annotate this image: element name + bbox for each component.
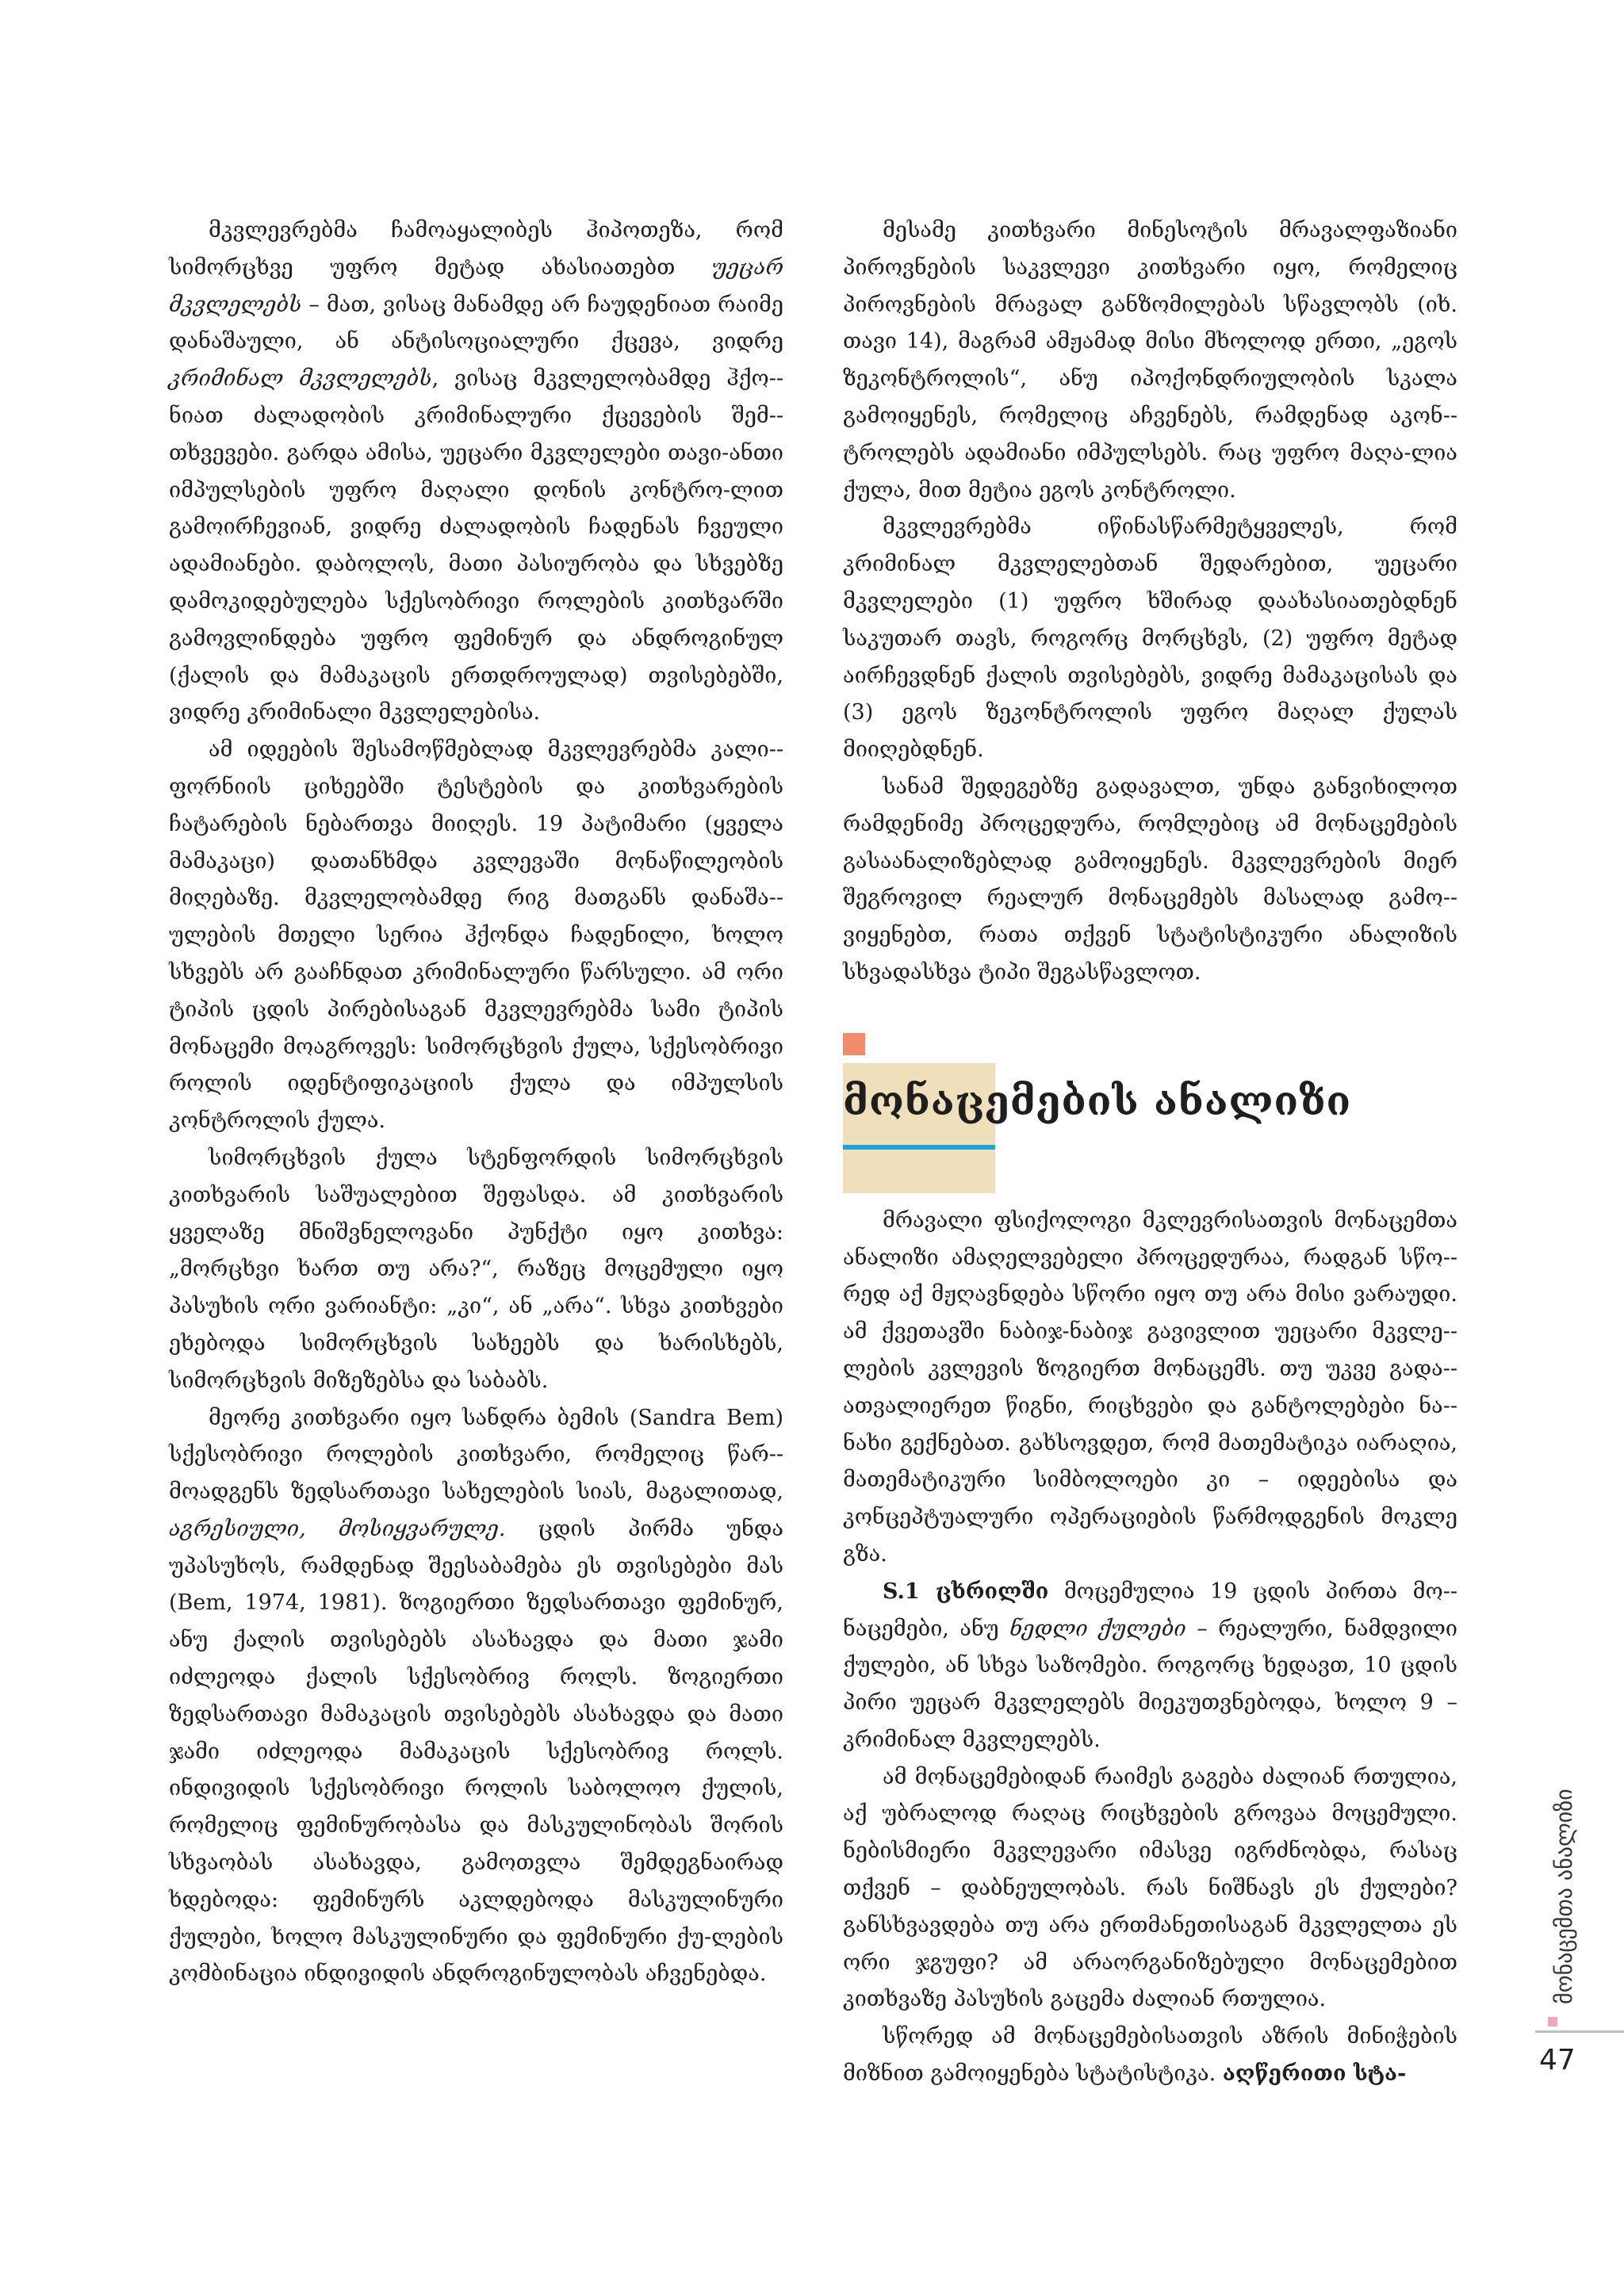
page-number: 47 (1539, 2044, 1576, 2076)
paragraph: ამ იდეების შესამოწმებლად მკვლევრებმა კალი-ფორნიის ციხეებში ტესტების და კითხვარების ჩატარების ნებართვა მიიღეს. 19 პატიმარი (ყველა მამაკაცი) დათანხმდა კვლევაში მონაწილეობის მიღებაზე. მკვლელობამდე რიგ მათგანს დანაშა-ულების მთელი სერია ჰქონდა ჩადენილი, ხოლო სხვებს არ გააჩნდათ კრიმინალური წარსული. ამ ორი ტიპის ცდის პირებისაგან მკვლევრებმა სამი ტიპის მონაცემი მოაგროვეს: სიმორცხვის ქულა, სქესობრივი როლის იდენტიფიკაციის ქულა და იმპულსის კონტროლის ქულა. (169, 737, 783, 1134)
section-heading: მონაცემების ანალიზი (843, 1077, 1352, 1124)
italic-term: კრიმინალ მკვლელებს (169, 366, 432, 392)
paragraph: მკვლევრებმა იწინასწარმეტყველეს, რომ კრიმინალ მკვლელებთან შედარებით, უეცარი მკვლელები (1) უფრო ხშირად დაახასიათებდნენ საკუთარ თავს, როგორც მორცხვს, (2) უფრო მეტად აირჩევდნენ ქალის თვისებებს, ვიდრე მამაკაცისას და (3) ეგოს ზეკონტროლის უფრო მაღალ ქულას მიიღებდნენ. (843, 515, 1457, 763)
paragraph: ამ მონაცემებიდან რაიმეს გაგება ძალიან რთულია, აქ უბრალოდ რაღაც რიცხვების გროვაა მოცემული. ნებისმიერი მკვლევარი იმასვე იგრძნობდა, რასაც თქვენ – დაბნეულობას. რას ნიშნავს ეს ქულები? განსხვავდება თუ არა ერთმანეთისაგან მკვლელთა ეს ორი ჯგუფი? ამ არაორგანიზებული მონაცემებით კითხვაზე პასუხის გაცემა ძალიან რთულია. (843, 1764, 1457, 2012)
section-heading-block (843, 1033, 1457, 1200)
italic-term: ნედლი ქულები (1009, 1616, 1186, 1641)
paragraph: S.1 ცხრილში მოცემულია 19 ცდის პირთა მო-ნაცემები, ანუ ნედლი ქულები – რეალური, ნამდვილი ქულები, ან სხვა საზომები. როგორც ხედავთ, 10 ცდის პირი უეცარ მკვლელებს მიეკუთვნებოდა, ხოლო 9 – კრიმინალ მკვლელებს. (843, 1578, 1457, 1752)
heading-accent-underline (843, 1145, 995, 1150)
italic-term: აგრესიული, მოსიყვარულე. (169, 1516, 506, 1541)
paragraph: სანამ შედეგებზე გადავალთ, უნდა განვიხილოთ რამდენიმე პროცედურა, რომლებიც ამ მონაცემების გასაანალიზებლად გამოიყენეს. მკვლევრების მიერ შეგროვილ რეალურ მონაცემებს მასალად გამო-ვიყენებთ, რათა თქვენ სტატისტიკური ანალიზის სხვადასხვა ტიპი შეგასწავლოთ. (843, 774, 1457, 985)
paragraph: მკვლევრებმა ჩამოაყალიბეს ჰიპოთეზა, რომ სიმორცხვე უფრო მეტად ახასიათებთ უეცარ მკვლელებს – მათ, ვისაც მანამდე არ ჩაუდენიათ რაიმე დანაშაული, ან ანტისოციალური ქცევა, ვიდრე კრიმინალ მკვლელებს, ვისაც მკვლელობამდე ჰქო-ნიათ ძალადობის კრიმინალური ქცევების შემ-თხვევები. გარდა ამისა, უეცარი მკვლელები თავი-ანთი იმპულსების უფრო მაღალი დონის კონტრო-ლით გამოირჩევიან, ვიდრე ძალადობის ჩადენას ჩვეული ადამიანები. დაბოლოს, მათი პასიურობა და სხვებზე დამოკიდებულება სქესობრივი როლების კითხვარში გამოვლინდება უფრო ფემინურ და ანდროგინულ (ქალის და მამაკაცის ერთდროულად) თვისებებში, ვიდრე კრიმინალი მკვლელებისა. (169, 218, 783, 725)
paragraph: მრავალი ფსიქოლოგი მკლევრისათვის მონაცემთა ანალიზი ამაღელვებელი პროცედურაა, რადგან სწო-რედ აქ მჟღავნდება სწორი იყო თუ არა მისი ვარაუდი. ამ ქვეთავში ნაბიჯ-ნაბიჯ გავივლით უეცარი მკვლე-ლების კვლევის ზოგიერთ მონაცემს. თუ უკვე გადა-ათვალიერეთ წიგნი, რიცხვები და განტოლებები ნა-ნახი გექნებათ. გახსოვდეთ, რომ მათემატიკა იარაღია, მათემატიკური სიმბოლოები კი – იდეებისა და კონცეპტუალური ოპერაციების წარმოდგენის მოკლე გზა. (843, 1207, 1457, 1567)
paragraph: მეორე კითხვარი იყო სანდრა ბემის (Sandra Bem) სქესობრივი როლების კითხვარი, რომელიც წარ-მოადგენს ზედსართავი სახელების სიას, მაგალითად, აგრესიული, მოსიყვარულე. ცდის პირმა უნდა უპასუხოს, რამდენად შეესაბამება ეს თვისებები მას (Bem, 1974, 1981). ზოგიერთი ზედსართავი ფემინურ, ანუ ქალის თვისებებს ასახავდა და მათი ჯამი იძლეოდა ქალის სქესობრივ როლს. ზოგიერთი ზედსართავი მამაკაცის თვისებებს ასახავდა და მათი ჯამი იძლეოდა მამაკაცის სქესობრივ როლს. ინდივიდის სქესობრივი როლის საბოლოო ქულის, რომელიც ფემინურობასა და მასკულინობას შორის სხვაობას ასახავდა, გამოთვლა შემდეგნაირად ხდებოდა: ფემინურს აკლდებოდა მასკულინური ქულები, ხოლო მასკულინური და ფემინური ქუ-ლების კომბინაცია ინდივიდის ანდროგინულობას აჩვენებდა. (169, 1405, 783, 1987)
left-column (169, 212, 783, 1993)
paragraph: სწორედ ამ მონაცემებისათვის აზრის მინიჭების მიზნით გამოიყენება სტატისტიკა. აღწერითი სტა- (843, 2024, 1457, 2087)
footer-rule (1535, 2030, 1624, 2033)
heading-accent-square (843, 1033, 865, 1055)
paragraph: სიმორცხვის ქულა სტენფორდის სიმორცხვის კითხვარის საშუალებით შეფასდა. ამ კითხვარის ყველაზე მნიშვნელოვანი პუნქტი იყო კითხვა: „მორცხვი ხართ თუ არა?“, რაზეც მოცემული იყო პასუხის ორი ვარიანტი: „კი“, ან „არა“. სხვა კითხვები ეხებოდა სიმორცხვის სახეებს და ხარისხებს, სიმორცხვის მიზეზებსა და საბაბს. (169, 1145, 783, 1393)
side-marker (1548, 2017, 1557, 2026)
bold-term: აღწერითი სტა- (1222, 2061, 1407, 2087)
right-column (843, 212, 1457, 2093)
italic-term: უეცარ მკვლელებს (169, 254, 783, 317)
chapter-side-label: მონაცემთა ანალიზი (1551, 1789, 1577, 2004)
bold-term: S.1 ცხრილში (883, 1578, 1049, 1604)
paragraph: მესამე კითხვარი მინესოტის მრავალფაზიანი პიროვნების საკვლევი კითხვარი იყო, რომელიც პიროვნების მრავალ განზომილებას სწავლობს (იხ. თავი 14), მაგრამ ამჟამად მისი მხოლოდ ერთი, „ეგოს ზეკონტროლის“, ანუ იპოქონდრიულობის სკალა გამოიყენეს, რომელიც აჩვენებს, რამდენად აკონ-ტროლებს ადამიანი იმპულსებს. რაც უფრო მაღა-ლია ქულა, მით მეტია ეგოს კონტროლი. (843, 218, 1457, 503)
